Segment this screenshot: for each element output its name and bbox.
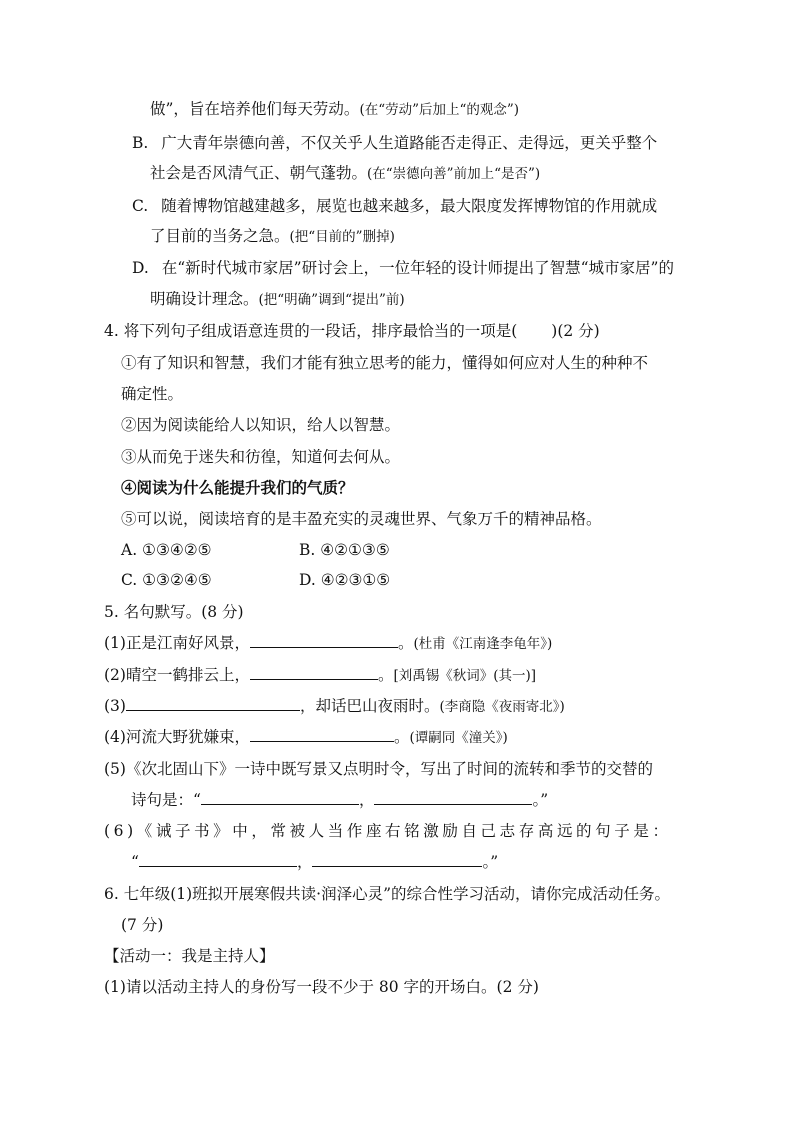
- q4-sentence-1-cont: 确定性。: [121, 385, 184, 403]
- q5-item-5-blanks: 诗句是：“ ， 。”: [131, 791, 549, 809]
- q4-sentence-4: ④阅读为什么能提升我们的气质？: [121, 478, 354, 497]
- answer-blank[interactable]: [201, 790, 359, 805]
- q6-subquestion-1: (1)请以活动主持人的身份写一段不少于 80 字的开场白。(2 分): [104, 978, 539, 996]
- q4-sentence-1: ①有了知识和智慧，我们才能有独立思考的能力，懂得如何应对人生的种种不: [121, 354, 649, 372]
- q4-options-row1: [121, 539, 390, 561]
- q4-option-a[interactable]: A. ①③④②⑤: [121, 541, 212, 559]
- q4-option-c[interactable]: C. ①③②④⑤: [121, 571, 212, 589]
- q4-option-b[interactable]: B. ④②①③⑤: [299, 541, 390, 559]
- q5-item-5: (5)《次北固山下》一诗中既写景又点明时令，写出了时间的流转和季节的交替的: [104, 760, 653, 778]
- answer-blank[interactable]: [250, 633, 398, 648]
- q3-option-d: D. 在“新时代城市家居”研讨会上，一位年轻的设计师提出了智慧“城市家居”的: [132, 259, 674, 277]
- q4-stem: 4. 将下列句子组成语意连贯的一段话，排序最恰当的一项是( )(2 分): [104, 322, 600, 340]
- q3-option-c-line2: 了目前的当务之急。(把“目前的”删掉): [150, 227, 395, 245]
- q4-sentence-2: ②因为阅读能给人以知识，给人以智慧。: [121, 416, 401, 434]
- answer-blank[interactable]: [374, 790, 532, 805]
- q3-option-a-continuation: 做”，旨在培养他们每天劳动。(在“劳动”后加上“的观念”): [150, 100, 520, 118]
- q4-sentence-3: ③从而免于迷失和彷徨，知道何去何从。: [121, 448, 401, 466]
- answer-blank[interactable]: [312, 852, 482, 867]
- answer-blank[interactable]: [250, 727, 394, 742]
- answer-blank[interactable]: [139, 852, 297, 867]
- q3-option-c: C. 随着博物馆越建越多，展览也越来越多，最大限度发挥博物馆的作用就成: [132, 197, 658, 215]
- q4-option-d[interactable]: D. ④②③①⑤: [299, 571, 391, 589]
- q6-activity-1-heading: 【活动一：我是主持人】: [104, 947, 275, 965]
- q3-option-b: B. 广大青年崇德向善，不仅关乎人生道路能否走得正、走得远，更关乎整个: [132, 134, 658, 152]
- answer-blank[interactable]: [126, 696, 300, 711]
- q5-item-3: (3) ，却话巴山夜雨时。(李商隐《夜雨寄北》): [104, 697, 565, 715]
- q3-option-b-line2: 社会是否风清气正、朝气蓬勃。(在“崇德向善”前加上“是否”): [150, 164, 541, 182]
- q5-item-1: (1)正是江南好风景， 。(杜甫《江南逢李龟年》): [104, 634, 553, 652]
- q4-options-row2: [121, 569, 390, 591]
- q5-item-4: (4)河流大野犹嫌束， 。(谭嗣同《潼关》): [104, 728, 508, 746]
- q6-stem: 6. 七年级(1)班拟开展寒假共读·润泽心灵”的综合性学习活动，请你完成活动任务。: [104, 885, 671, 903]
- q4-sentence-5: ⑤可以说，阅读培育的是丰盈充实的灵魂世界、气象万千的精神品格。: [121, 510, 602, 528]
- q5-item-6: (6)《诫子书》中，常被人当作座右铭激励自己志存高远的句子是：: [104, 822, 672, 840]
- answer-blank[interactable]: [250, 665, 378, 680]
- q5-title: 5. 名句默写。(8 分): [104, 603, 244, 621]
- q5-item-6-blanks: “ ， 。”: [131, 853, 499, 871]
- q5-item-2: (2)晴空一鹤排云上， 。[刘禹锡《秋词》(其一)]: [104, 666, 537, 684]
- q3-option-d-line2: 明确设计理念。(把“明确”调到“提出”前): [150, 290, 405, 308]
- q6-stem-score: (7 分): [121, 916, 164, 934]
